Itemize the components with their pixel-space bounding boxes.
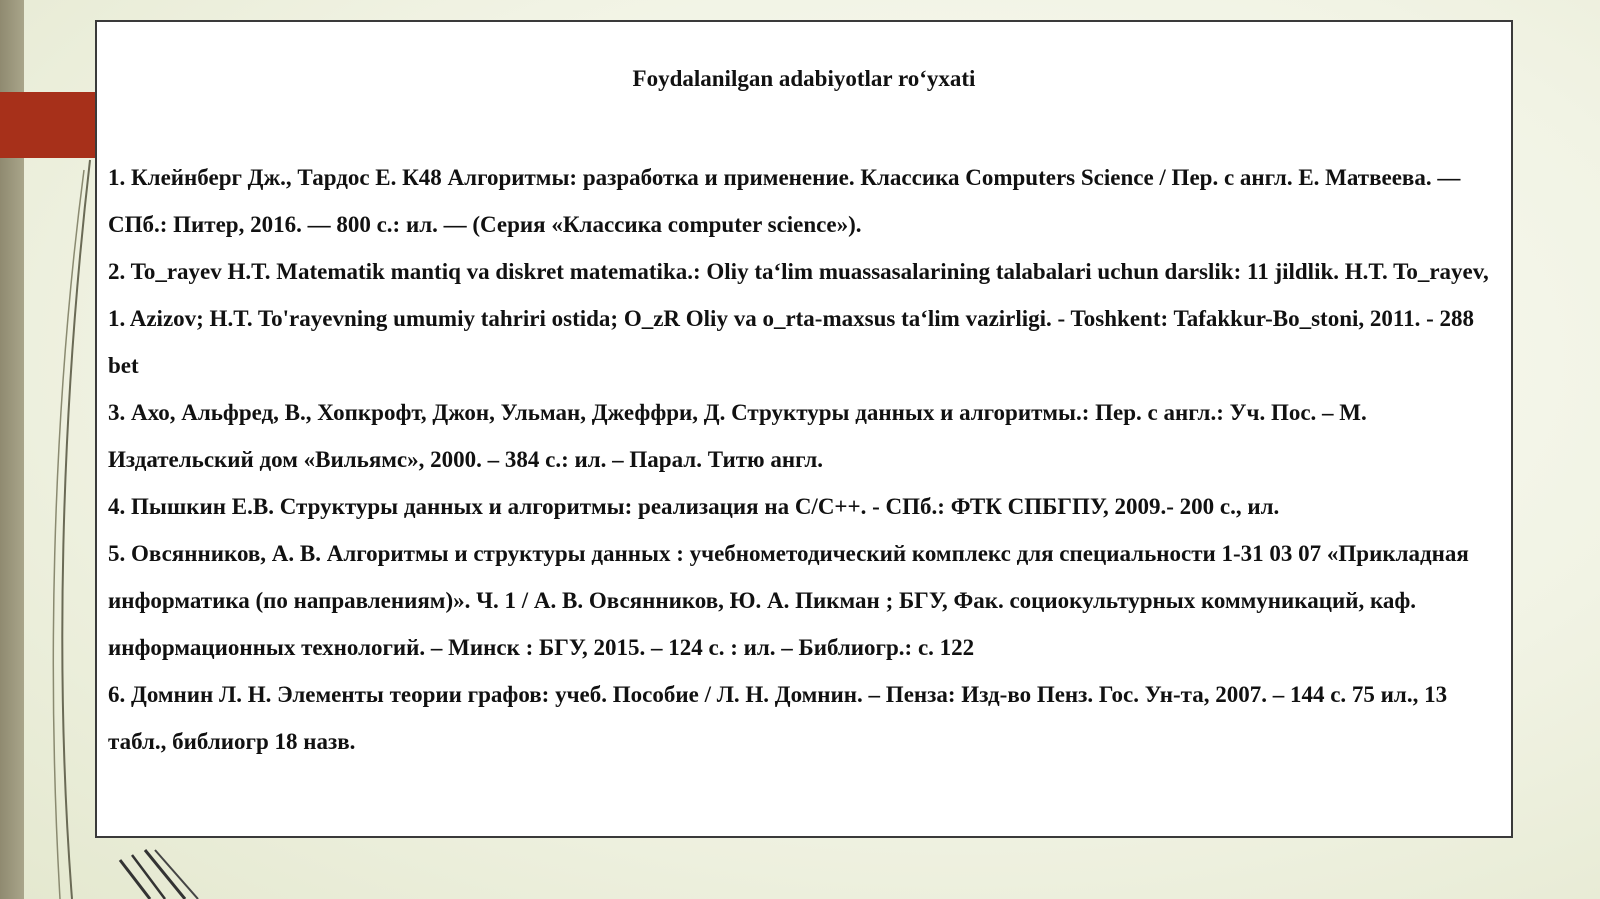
reference-item-4: 4. Пышкин Е.В. Структуры данных и алгоритмы: реализация на С/С++. - СПб.: ФТК СПБГПУ, 2009.- 200 с., ил. — [108, 494, 1280, 519]
reference-list — [108, 154, 1501, 765]
reference-item-3: 3. Ахо, Альфред, В., Хопкрофт, Джон, Ульман, Джеффри, Д. Структуры данных и алгоритмы.: Пер. с англ.: Уч. Пос. – М. Издательский дом «Вильямс», 2000. – 384 с.: ил. – Парал. Титю англ. — [108, 400, 1367, 472]
reference-item-5: 5. Овсянников, А. В. Алгоритмы и структуры данных : учебнометодический комплекс для специальности 1-31 03 07 «Прикладная информатика (по направлениям)». Ч. 1 / А. В. Овсянников, Ю. А. Пикман ; БГУ, Фак. социокультурных коммуникаций, каф. информационных технологий. – Минск : БГУ, 2015. – 124 с. : ил. – Библиогр.: с. 122 — [108, 541, 1469, 660]
reference-item-2: 2. To_rayev H.T. Matematik mantiq va diskret matematika.: Oliy ta‘lim muassasalarining talabalari uchun darslik: 11 jildlik. H.T. To_rayev, 1. Azizov; H.T. To'rayevning umumiy tahriri ostida; O_zR Oliy va o_rta-maxsus ta‘lim vazirligi. - Toshkent: Tafakkur-Bo_stoni, 2011. - 288 bet — [108, 259, 1489, 378]
reference-item-1: 1. Клейнберг Дж., Тардос Е. К48 Алгоритмы: разработка и применение. Классика Computers Science / Пер. с англ. Е. Матвеева. — СПб.: Питер, 2016. — 800 с.: ил. — (Серия «Классика computer science»). — [108, 165, 1461, 237]
reference-item-6: 6. Домнин Л. Н. Элементы теории графов: учеб. Пособие / Л. Н. Домнин. – Пенза: Изд-во Пенз. Гос. Ун-та, 2007. – 144 с. 75 ил., 13 табл., библиогр 18 назв. — [108, 682, 1448, 754]
content-panel — [95, 20, 1513, 838]
page-title: Foydalanilgan adabiyotlar ro‘yxati — [632, 66, 976, 91]
red-accent-block — [0, 92, 95, 158]
